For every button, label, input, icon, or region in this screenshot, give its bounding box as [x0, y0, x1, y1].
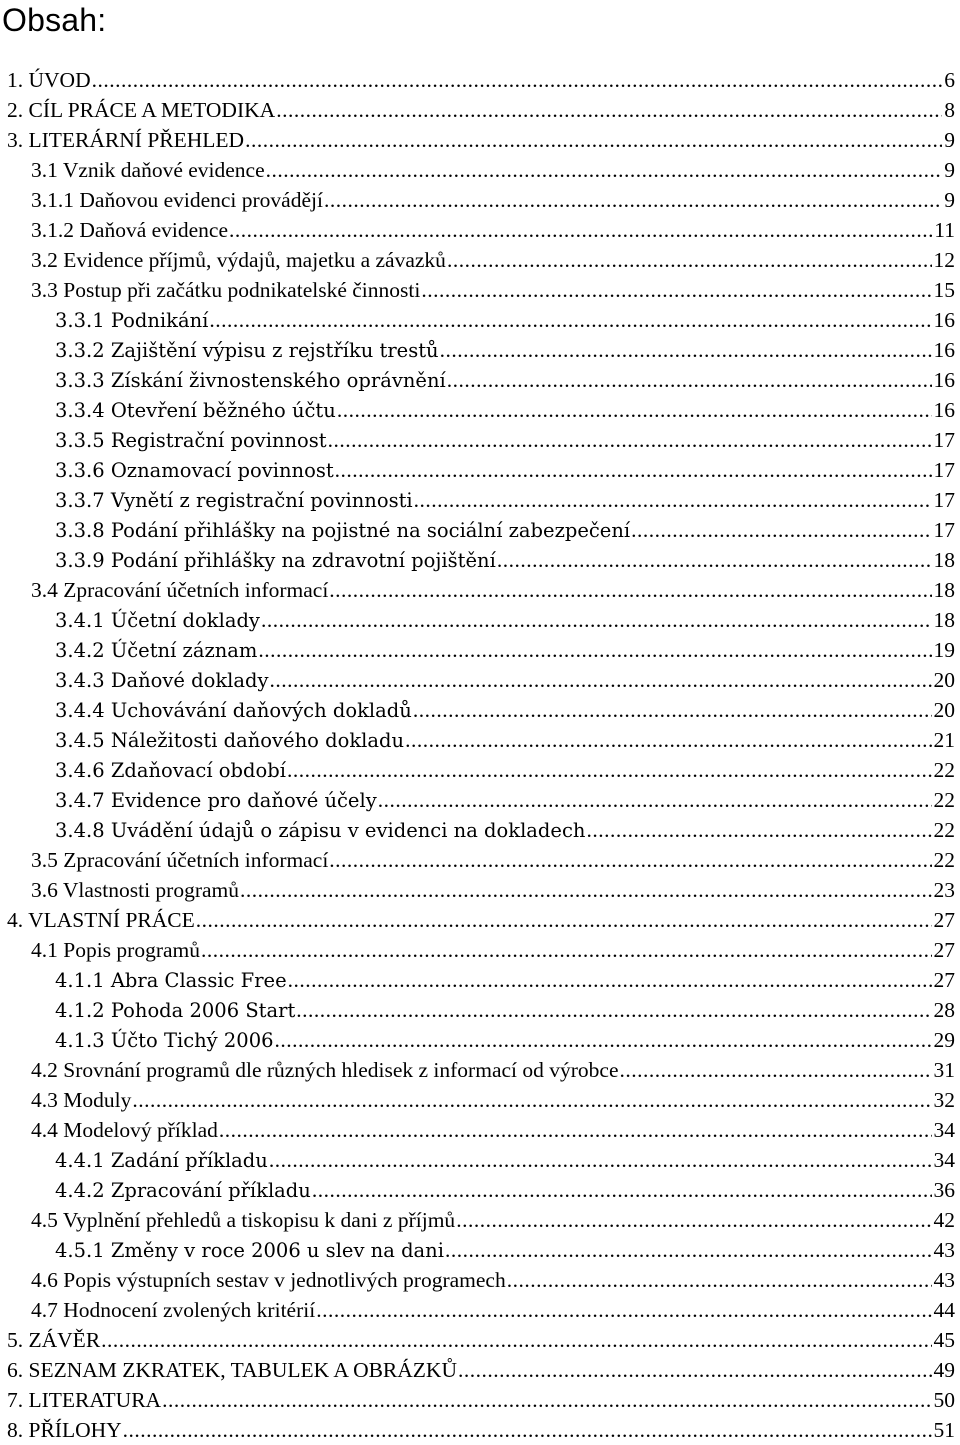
- toc-dot-leader: [209, 305, 931, 335]
- toc-entry-title: 4.5 Vyplnění přehledů a tiskopisu k dani z příjmů: [31, 1208, 456, 1232]
- toc-entry-title: 3.3.2 Zajištění výpisu z rejstříku trestů: [55, 339, 439, 362]
- toc-dot-leader: [229, 215, 932, 245]
- toc-entry[interactable]: [0, 245, 960, 275]
- toc-page-number: 22: [933, 818, 955, 842]
- toc-dot-leader: [440, 335, 932, 365]
- toc-page-number: 29: [933, 1028, 955, 1052]
- toc-dot-leader: [329, 845, 931, 875]
- toc-page-number: 9: [944, 188, 955, 212]
- toc-page-number: 43: [933, 1268, 955, 1292]
- toc-page-number: 27: [933, 908, 955, 932]
- toc-dot-leader: [458, 1355, 932, 1385]
- toc-dot-leader: [269, 1145, 932, 1175]
- toc-dot-leader: [456, 1205, 931, 1235]
- toc-page-number: 16: [933, 308, 955, 332]
- toc-dot-leader: [507, 1265, 932, 1295]
- toc-page-number: 49: [933, 1358, 955, 1382]
- toc-page-number: 11: [934, 218, 955, 242]
- toc-entry-title: 3.4.1 Účetní doklady: [55, 609, 260, 632]
- toc-page-number: 22: [933, 758, 955, 782]
- toc-entry-title: 3.3 Postup při začátku podnikatelské činnosti: [31, 278, 421, 302]
- toc-entry-title: 3.3.7 Vynětí z registrační povinnosti: [55, 489, 413, 512]
- toc-entry[interactable]: [0, 575, 960, 605]
- toc-page-number: 32: [933, 1088, 955, 1112]
- toc-dot-leader: [378, 785, 932, 815]
- toc-entry[interactable]: [0, 305, 960, 335]
- toc-dot-leader: [276, 95, 942, 125]
- toc-dot-leader: [620, 1055, 932, 1085]
- toc-entry-title: 3.3.1 Podnikání: [55, 309, 209, 332]
- toc-page-number: 9: [944, 128, 955, 152]
- toc-page-number: 27: [933, 968, 955, 992]
- toc-entry[interactable]: [0, 95, 960, 125]
- toc-entry[interactable]: [0, 365, 960, 395]
- toc-dot-leader: [101, 1325, 931, 1355]
- toc-entry-title: 4.4.2 Zpracování příkladu: [55, 1179, 311, 1202]
- toc-dot-leader: [275, 1025, 932, 1055]
- toc-entry[interactable]: [0, 1085, 960, 1115]
- toc-entry-title: 4. VLASTNÍ PRÁCE: [7, 908, 195, 932]
- toc-page-number: 50: [933, 1388, 955, 1412]
- toc-page-number: 28: [933, 998, 955, 1022]
- toc-dot-leader: [196, 905, 932, 935]
- toc-entry[interactable]: [0, 1415, 960, 1445]
- toc-dot-leader: [123, 1415, 932, 1445]
- toc-entry-title: 3.3.8 Podání přihlášky na pojistné na sociální zabezpečení: [55, 519, 631, 542]
- toc-entry-title: 3.3.3 Získání živnostenského oprávnění: [55, 369, 446, 392]
- toc-page-number: 31: [933, 1058, 955, 1082]
- toc-entry[interactable]: [0, 515, 960, 545]
- toc-dot-leader: [219, 1115, 932, 1145]
- toc-entry-title: 5. ZÁVĚR: [7, 1328, 101, 1352]
- toc-entry[interactable]: [0, 425, 960, 455]
- toc-page-number: 17: [933, 458, 955, 482]
- toc-entry-title: 3.3.5 Registrační povinnost: [55, 429, 327, 452]
- toc-page-number: 6: [944, 68, 955, 92]
- toc-page-number: 42: [933, 1208, 955, 1232]
- toc-dot-leader: [497, 545, 932, 575]
- toc-page-number: 20: [933, 698, 955, 722]
- toc-dot-leader: [258, 635, 931, 665]
- toc-entry-title: 4.1.1 Abra Classic Free: [55, 969, 287, 992]
- toc-entry-title: 4.5.1 Změny v roce 2006 u slev na dani: [55, 1239, 444, 1262]
- toc-entry-title: 3.4.7 Evidence pro daňové účely: [55, 789, 377, 812]
- toc-page-number: 16: [933, 368, 955, 392]
- toc-dot-leader: [631, 515, 931, 545]
- toc-entry[interactable]: [0, 755, 960, 785]
- toc-entry-title: 3.4.8 Uvádění údajů o zápisu v evidenci na dokladech: [55, 819, 586, 842]
- toc-page-number: 15: [933, 278, 955, 302]
- toc-entry[interactable]: [0, 1025, 960, 1055]
- toc-entry-title: 3.4.2 Účetní záznam: [55, 639, 258, 662]
- toc-dot-leader: [445, 1235, 932, 1265]
- toc-dot-leader: [335, 455, 932, 485]
- toc-page-number: 18: [933, 548, 955, 572]
- toc-entry[interactable]: [0, 275, 960, 305]
- toc-entry[interactable]: [0, 335, 960, 365]
- toc-page-number: 12: [933, 248, 955, 272]
- toc-dot-leader: [261, 605, 932, 635]
- toc-dot-leader: [245, 125, 942, 155]
- toc-dot-leader: [288, 965, 932, 995]
- toc-entry[interactable]: [0, 725, 960, 755]
- toc-page-number: 22: [933, 848, 955, 872]
- toc-dot-leader: [201, 935, 931, 965]
- toc-entry[interactable]: [0, 905, 960, 935]
- toc-dot-leader: [240, 875, 931, 905]
- toc-dot-leader: [324, 185, 942, 215]
- toc-page-number: 45: [933, 1328, 955, 1352]
- toc-entry[interactable]: [0, 845, 960, 875]
- toc-entry-title: 4.6 Popis výstupních sestav v jednotlivých programech: [31, 1268, 506, 1292]
- toc-entry[interactable]: [0, 1235, 960, 1265]
- toc-entry-title: 6. SEZNAM ZKRATEK, TABULEK A OBRÁZKŮ: [7, 1358, 457, 1382]
- toc-entry[interactable]: [0, 695, 960, 725]
- toc-entry[interactable]: [0, 395, 960, 425]
- toc-dot-leader: [414, 485, 932, 515]
- toc-entry[interactable]: [0, 635, 960, 665]
- toc-dot-leader: [132, 1085, 931, 1115]
- toc-page-number: 17: [933, 428, 955, 452]
- toc-page-number: 18: [933, 578, 955, 602]
- toc-page-number: 51: [933, 1418, 955, 1442]
- toc-entry[interactable]: [0, 1355, 960, 1385]
- toc-dot-leader: [287, 755, 932, 785]
- toc-entry-title: 3.1.2 Daňová evidence: [31, 218, 229, 242]
- toc-dot-leader: [413, 695, 932, 725]
- toc-dot-leader: [447, 365, 932, 395]
- toc-entry[interactable]: [0, 785, 960, 815]
- toc-entry[interactable]: [0, 995, 960, 1025]
- toc-entry[interactable]: [0, 935, 960, 965]
- toc-page-number: 22: [933, 788, 955, 812]
- toc-entry-title: 4.1.3 Účto Tichý 2006: [55, 1029, 274, 1052]
- toc-dot-leader: [405, 725, 931, 755]
- page-title: Obsah:: [2, 2, 107, 38]
- toc-page-number: 17: [933, 488, 955, 512]
- toc-entry[interactable]: [0, 665, 960, 695]
- toc-page-number: 16: [933, 398, 955, 422]
- toc-dot-leader: [162, 1385, 931, 1415]
- toc-entry-title: 3.1 Vznik daňové evidence: [31, 158, 265, 182]
- toc-entry[interactable]: [0, 185, 960, 215]
- toc-entry[interactable]: [0, 1265, 960, 1295]
- toc-entry-title: 4.1 Popis programů: [31, 938, 201, 962]
- toc-entry-title: 3.4.3 Daňové doklady: [55, 669, 269, 692]
- toc-entry[interactable]: [0, 65, 960, 95]
- toc-page-number: 9: [944, 158, 955, 182]
- toc-entry-title: 3.4 Zpracování účetních informací: [31, 578, 329, 602]
- toc-entry-title: 3.6 Vlastnosti programů: [31, 878, 240, 902]
- toc-page-number: 23: [933, 878, 955, 902]
- toc-entry[interactable]: [0, 125, 960, 155]
- toc-page-number: 21: [933, 728, 955, 752]
- toc-entry-title: 3.3.6 Oznamovací povinnost: [55, 459, 334, 482]
- toc-page-number: 34: [933, 1118, 955, 1142]
- toc-entry-title: 8. PŘÍLOHY: [7, 1418, 122, 1442]
- toc-entry-title: 3.4.6 Zdaňovací období: [55, 759, 286, 782]
- table-of-contents: [0, 65, 960, 1445]
- toc-page-number: 44: [933, 1298, 955, 1322]
- toc-entry[interactable]: [0, 1295, 960, 1325]
- toc-entry[interactable]: [0, 545, 960, 575]
- toc-entry-title: 4.2 Srovnání programů dle různých hledisek z informací od výrobce: [31, 1058, 619, 1082]
- toc-dot-leader: [328, 425, 932, 455]
- toc-dot-leader: [447, 245, 932, 275]
- toc-dot-leader: [266, 155, 943, 185]
- toc-page-number: 34: [933, 1148, 955, 1172]
- toc-entry-title: 7. LITERATURA: [7, 1388, 162, 1412]
- toc-dot-leader: [337, 395, 932, 425]
- toc-entry[interactable]: [0, 815, 960, 845]
- toc-entry[interactable]: [0, 1115, 960, 1145]
- toc-entry-title: 3.4.5 Náležitosti daňového dokladu: [55, 729, 405, 752]
- toc-entry[interactable]: [0, 875, 960, 905]
- toc-page-number: 19: [933, 638, 955, 662]
- toc-entry[interactable]: [0, 605, 960, 635]
- toc-entry-title: 3.3.4 Otevření běžného účtu: [55, 399, 336, 422]
- toc-entry-title: 4.4 Modelový příklad: [31, 1118, 218, 1142]
- toc-dot-leader: [586, 815, 931, 845]
- toc-entry[interactable]: [0, 215, 960, 245]
- toc-entry[interactable]: [0, 1145, 960, 1175]
- toc-dot-leader: [421, 275, 931, 305]
- toc-entry-title: 3. LITERÁRNÍ PŘEHLED: [7, 128, 245, 152]
- toc-dot-leader: [312, 1175, 932, 1205]
- toc-dot-leader: [270, 665, 932, 695]
- toc-entry-title: 4.4.1 Zadání příkladu: [55, 1149, 268, 1172]
- toc-dot-leader: [296, 995, 931, 1025]
- toc-dot-leader: [316, 1295, 931, 1325]
- toc-entry[interactable]: [0, 485, 960, 515]
- toc-entry-title: 3.4.4 Uchovávání daňových dokladů: [55, 699, 412, 722]
- toc-dot-leader: [92, 65, 943, 95]
- toc-entry-title: 2. CÍL PRÁCE A METODIKA: [7, 98, 276, 122]
- toc-entry[interactable]: [0, 1325, 960, 1355]
- toc-page-number: 18: [933, 608, 955, 632]
- toc-page-number: 16: [933, 338, 955, 362]
- toc-entry-title: 4.3 Moduly: [31, 1088, 132, 1112]
- toc-page-number: 27: [933, 938, 955, 962]
- toc-entry-title: 3.1.1 Daňovou evidenci provádějí: [31, 188, 323, 212]
- toc-entry[interactable]: [0, 1175, 960, 1205]
- toc-dot-leader: [329, 575, 931, 605]
- toc-entry-title: 4.1.2 Pohoda 2006 Start: [55, 999, 296, 1022]
- toc-entry[interactable]: [0, 455, 960, 485]
- toc-page-number: 43: [933, 1238, 955, 1262]
- toc-entry[interactable]: [0, 1205, 960, 1235]
- toc-entry[interactable]: [0, 1385, 960, 1415]
- toc-entry[interactable]: [0, 1055, 960, 1085]
- toc-page-number: 8: [944, 98, 955, 122]
- toc-entry[interactable]: [0, 965, 960, 995]
- toc-entry[interactable]: [0, 155, 960, 185]
- toc-page-number: 20: [933, 668, 955, 692]
- toc-entry-title: 1. ÚVOD: [7, 68, 91, 92]
- toc-entry-title: 3.5 Zpracování účetních informací: [31, 848, 329, 872]
- toc-page-number: 36: [933, 1178, 955, 1202]
- toc-entry-title: 3.3.9 Podání přihlášky na zdravotní pojištění: [55, 549, 496, 572]
- toc-entry-title: 3.2 Evidence příjmů, výdajů, majetku a závazků: [31, 248, 446, 272]
- toc-page-number: 17: [933, 518, 955, 542]
- toc-entry-title: 4.7 Hodnocení zvolených kritérií: [31, 1298, 316, 1322]
